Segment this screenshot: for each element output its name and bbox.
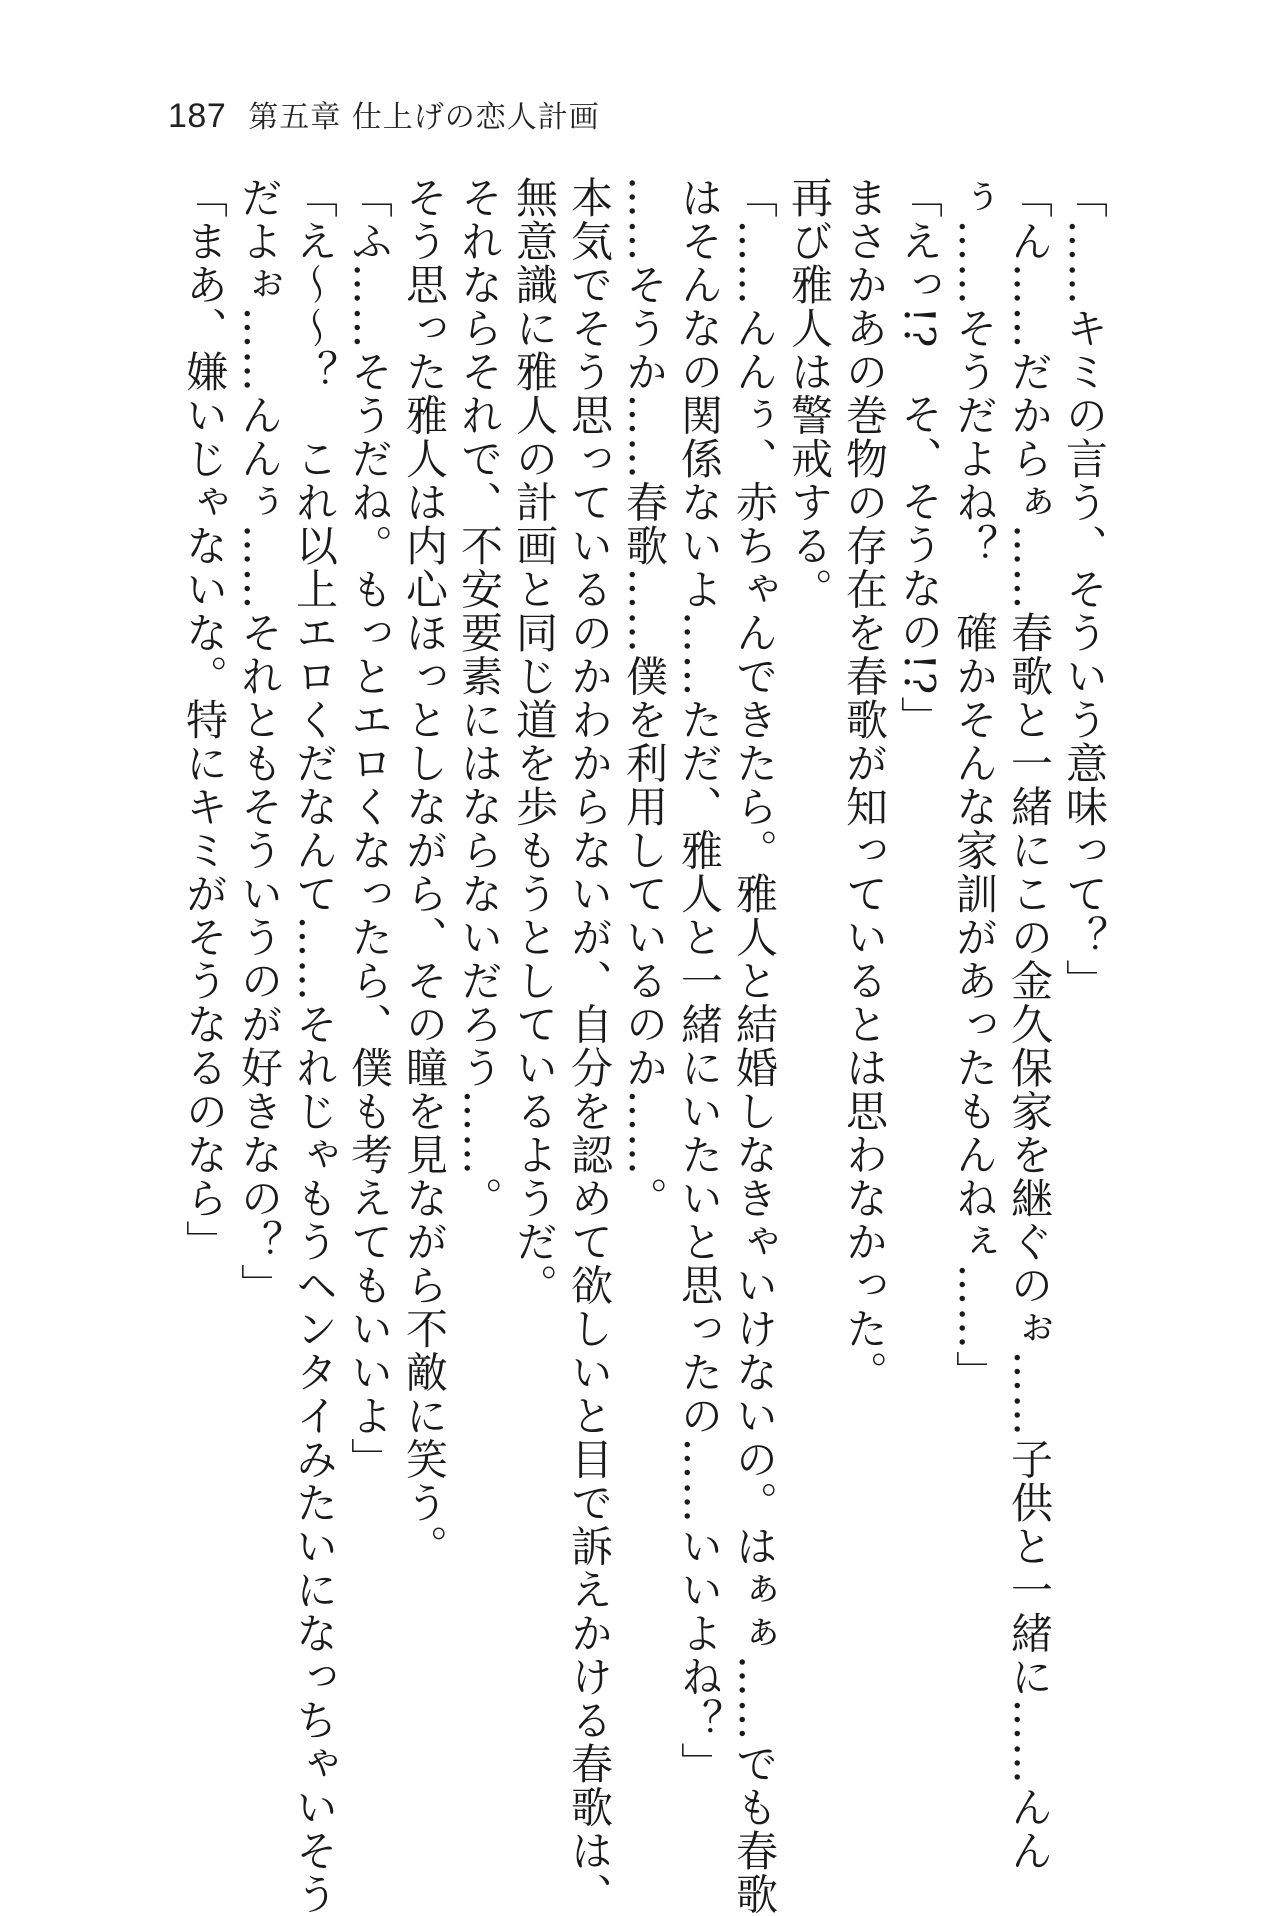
text-line: それならそれで、不安要素にはならないだろう……。 [455, 176, 504, 1220]
text-line: 「……んんぅ、赤ちゃんできたら。雅人と結婚しなきゃいけないの。はぁぁ……でも春歌 [730, 176, 779, 1916]
page-number: 187 [168, 97, 227, 135]
text-line: 再び雅人は警戒する。 [785, 176, 834, 611]
text-line: まさかあの巻物の存在を春歌が知っているとは思わなかった。 [840, 176, 889, 1394]
text-line: 本気でそう思っているのかわからないが、自分を認めて欲しいと目で訴えかける春歌は、 [565, 176, 614, 1916]
text-line: 「……キミの言う、そういう意味って？」 [1060, 176, 1109, 1003]
chapter-title: 第五章 仕上げの恋人計画 [248, 100, 600, 135]
text-line: 「ん……だからぁ……春歌と一緒にこの金久保家を継ぐのぉ……子供と一緒に……んん [1005, 176, 1054, 1873]
text-line: ……そうか……春歌……僕を利用しているのか……。 [620, 176, 669, 1220]
text-line: ぅ……そうだよね？ 確かそんな家訓があったもんねぇ……」 [950, 176, 999, 1394]
text-line: そう思った雅人は内心ほっとしながら、その瞳を見ながら不敵に笑う。 [400, 176, 449, 1568]
text-line: 「えっ!? そ、そうなの!?」 [895, 176, 944, 740]
text-line: 「え〜〜？ これ以上エロくだなんて……それじゃもうヘンタイみたいになっちゃいそう [290, 176, 339, 1916]
text-line: はそんなの関係ないよ……ただ、雅人と一緒にいたいと思ったの……いいよね？」 [675, 176, 724, 1786]
running-head [168, 92, 600, 136]
text-line: 「まあ、嫌いじゃないな。特にキミがそうなるのなら」 [180, 176, 229, 1264]
vertical-text-body [177, 176, 1112, 1916]
text-line: だよぉ……んんぅ……それともそういうのが好きなの？」 [235, 176, 284, 1307]
text-line: 「ふ……そうだね。もっとエロくなったら、僕も考えてもいいよ」 [345, 176, 394, 1481]
text-line: 無意識に雅人の計画と同じ道を歩もうとしているようだ。 [510, 176, 559, 1307]
